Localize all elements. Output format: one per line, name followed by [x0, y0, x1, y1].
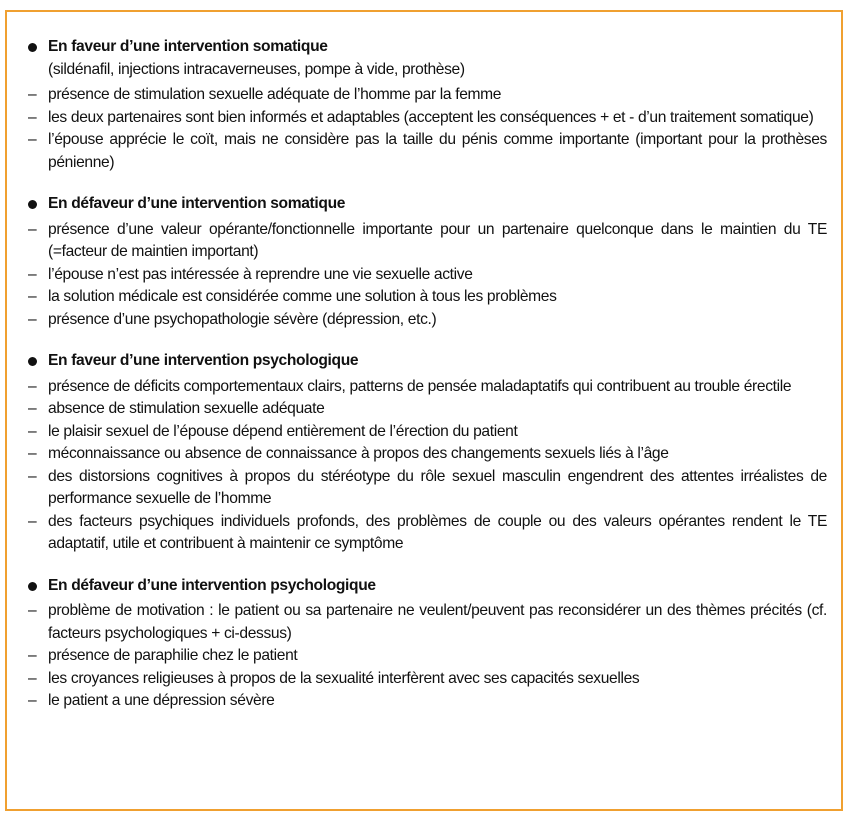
list-item: – problème de motivation : le patient ou sa partenaire ne veulent/peuvent pas reconsidérer un des thèmes précités (cf. facteurs psychologiques + ci-dessus)	[28, 602, 827, 642]
list-item: – présence d’une valeur opérante/fonctionnelle importante pour un partenaire quelconque dans le maintien du TE (=facteur de maintien important)	[28, 220, 827, 260]
section-somatic-pro	[27, 36, 827, 174]
dash-icon: –	[28, 220, 37, 238]
section-heading: En défaveur d’une intervention psychologique	[27, 575, 827, 598]
dash-icon: –	[28, 692, 37, 709]
list-item: – les croyances religieuses à propos de la sexualité interfèrent avec ses capacités sexuelles	[27, 668, 827, 691]
dash-icon: –	[28, 445, 37, 462]
section-subtitle: (sildénafil, injections intracaverneuses, pompe à vide, prothèse)	[48, 60, 465, 78]
list-item: – l’épouse n’est pas intéressée à reprendre une vie sexuelle active	[27, 264, 827, 287]
dash-icon: –	[28, 377, 37, 395]
dash-icon: –	[28, 602, 37, 619]
dash-icon: –	[28, 265, 37, 283]
bullet-icon	[28, 43, 37, 52]
section-psychological-pro	[27, 350, 827, 556]
list-item: – des distorsions cognitives à propos du stéréotype du rôle sexuel masculin engendrent des attentes irréalistes de performance sexuelle de l’homme	[28, 467, 827, 507]
section-psychological-contra	[27, 575, 827, 713]
dash-icon: –	[28, 669, 37, 687]
dash-icon: –	[28, 131, 37, 148]
section-somatic-contra	[27, 193, 827, 331]
dash-icon: –	[28, 288, 37, 305]
dash-icon: –	[28, 512, 37, 530]
dash-icon: –	[28, 310, 37, 328]
bullet-icon	[28, 200, 37, 209]
bullet-icon	[28, 357, 37, 366]
list-item: – présence de déficits comportementaux clairs, patterns de pensée maladaptatifs qui contribuent au trouble érectile	[27, 376, 827, 399]
list-item: – l’épouse apprécie le coït, mais ne considère pas la taille du pénis comme importante (important pour la prothèses pénienne)	[28, 131, 827, 171]
section-heading: En faveur d’une intervention psychologique	[27, 350, 827, 373]
dash-icon: –	[28, 400, 37, 417]
dash-icon: –	[28, 422, 37, 440]
info-box	[5, 10, 843, 811]
dash-icon: –	[28, 647, 37, 664]
item-list	[27, 600, 827, 713]
list-item: – absence de stimulation sexuelle adéquate	[27, 398, 827, 421]
list-item: – présence de stimulation sexuelle adéquate de l’homme par la femme	[27, 84, 827, 107]
list-item: – présence de paraphilie chez le patient	[27, 645, 827, 668]
list-item: – la solution médicale est considérée comme une solution à tous les problèmes	[27, 286, 827, 309]
dash-icon: –	[28, 86, 37, 103]
list-item: – le plaisir sexuel de l’épouse dépend entièrement de l’érection du patient	[27, 421, 827, 444]
dash-icon: –	[28, 108, 37, 126]
content	[27, 36, 827, 732]
list-item: – des facteurs psychiques individuels profonds, des problèmes de couple ou des valeurs opérantes rendent le TE adaptatif, utile et contribuent à maintenir ce symptôme	[28, 512, 827, 552]
section-heading: En défaveur d’une intervention somatique	[27, 193, 827, 216]
list-item: – présence d’une psychopathologie sévère (dépression, etc.)	[27, 309, 827, 332]
section-heading: En faveur d’une intervention somatique	[27, 36, 827, 59]
bullet-icon	[28, 582, 37, 591]
list-item: – le patient a une dépression sévère	[27, 690, 827, 713]
list-item: – méconnaissance ou absence de connaissance à propos des changements sexuels liés à l’âge	[27, 443, 827, 466]
item-list	[27, 219, 827, 332]
dash-icon: –	[28, 467, 37, 485]
item-list	[27, 84, 827, 174]
list-item: – les deux partenaires sont bien informés et adaptables (acceptent les conséquences + et - d’un traitement somatique)	[27, 107, 827, 130]
item-list	[27, 376, 827, 556]
